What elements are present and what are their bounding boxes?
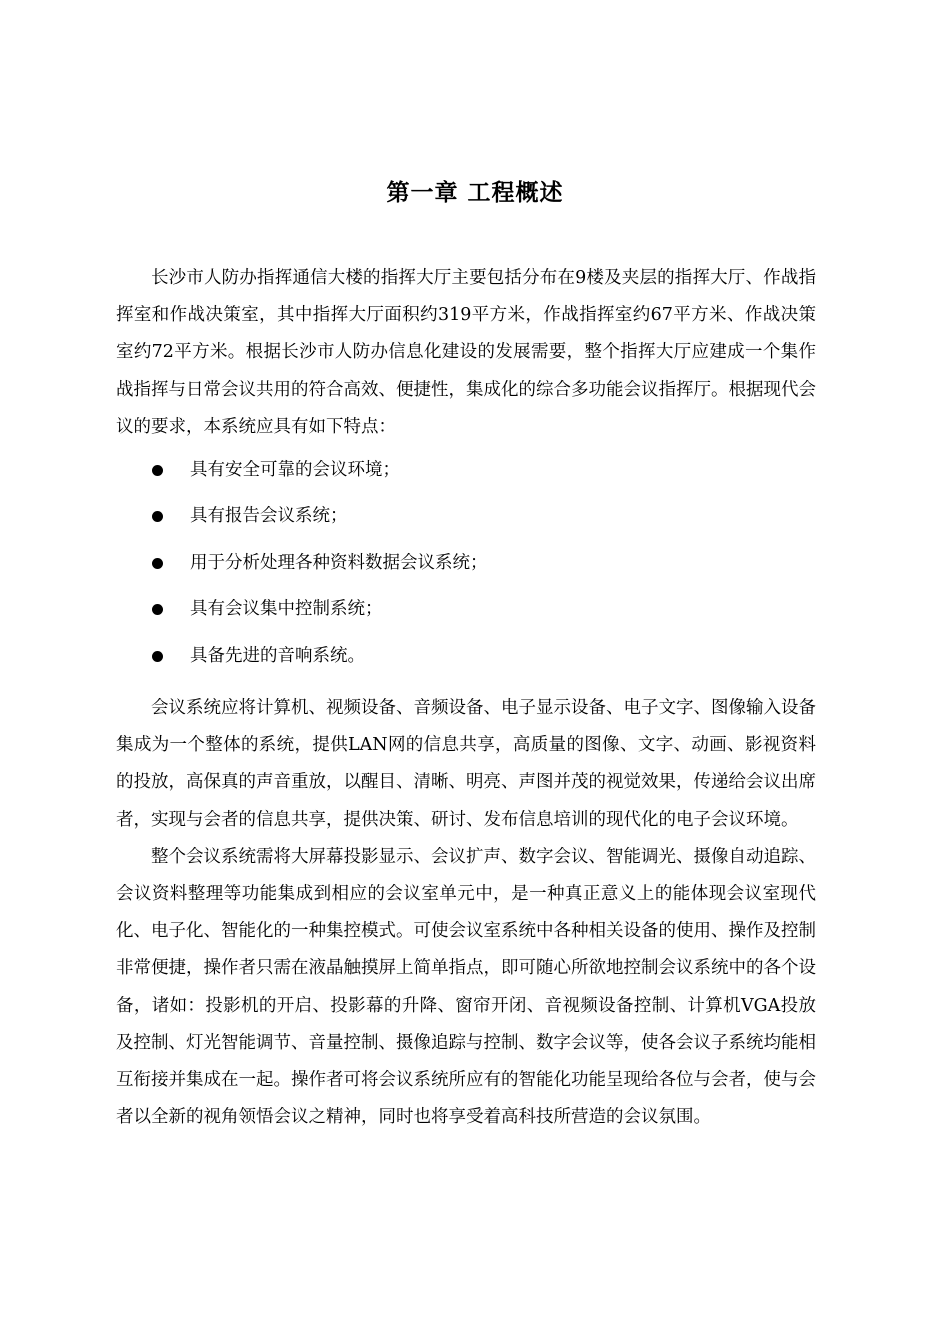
list-item xyxy=(116,452,816,498)
filled-circle-bullet-icon xyxy=(152,511,163,522)
list-item-text: 具备先进的音响系统。 xyxy=(190,645,365,666)
system-description-paragraph: 会议系统应将计算机、视频设备、音频设备、电子显示设备、电子文字、图像输入设备集成为一个整体的系统，提供LAN网的信息共享，高质量的图像、文字、动画、影视资料的投放，高保真的声音重放，以醒目、清晰、明亮、声图并茂的视觉效果，传递给会议出席者，实现与会者的信息共享，提供决策、研讨、发布信息培训的现代化的电子会议环境。 xyxy=(116,697,816,830)
list-item-text: 具有报告会议系统； xyxy=(190,506,348,527)
list-item-text: 用于分析处理各种资料数据会议系统； xyxy=(190,552,488,573)
document-body xyxy=(116,260,816,1136)
list-item xyxy=(116,498,816,544)
list-item xyxy=(116,591,816,637)
intro-paragraph: 长沙市人防办指挥通信大楼的指挥大厅主要包括分布在9楼及夹层的指挥大厅、作战指挥室和作战决策室，其中指挥大厅面积约319平方米，作战指挥室约67平方米、作战决策室约72平方米。根据长沙市人防办信息化建设的发展需要，整个指挥大厅应建成一个集作战指挥与日常会议共用的符合高效、便捷性，集成化的综合多功能会议指挥厅。根据现代会议的要求，本系统应具有如下特点： xyxy=(116,268,816,437)
list-item-text: 具有安全可靠的会议环境； xyxy=(190,460,400,481)
chapter-title: 第一章 工程概述 xyxy=(386,180,564,207)
list-item xyxy=(116,638,816,684)
feature-list xyxy=(116,452,816,684)
list-item-text: 具有会议集中控制系统； xyxy=(190,599,383,620)
filled-circle-bullet-icon xyxy=(152,465,163,476)
list-item xyxy=(116,545,816,591)
filled-circle-bullet-icon xyxy=(152,604,163,615)
integration-paragraph: 整个会议系统需将大屏幕投影显示、会议扩声、数字会议、智能调光、摄像自动追踪、会议资料整理等功能集成到相应的会议室单元中，是一种真正意义上的能体现会议室现代化、电子化、智能化的一种集控模式。可使会议室系统中各种相关设备的使用、操作及控制非常便捷，操作者只需在液晶触摸屏上简单指点，即可随心所欲地控制会议系统中的各个设备，诸如：投影机的开启、投影幕的升降、窗帘开闭、音视频设备控制、计算机VGA投放及控制、灯光智能调节、音量控制、摄像追踪与控制、数字会议等，使各会议子系统均能相互衔接并集成在一起。操作者可将会议系统所应有的智能化功能呈现给各位与会者，使与会者以全新的视角领悟会议之精神，同时也将享受着高科技所营造的会议氛围。 xyxy=(116,846,816,1128)
filled-circle-bullet-icon xyxy=(152,651,163,662)
filled-circle-bullet-icon xyxy=(152,558,163,569)
